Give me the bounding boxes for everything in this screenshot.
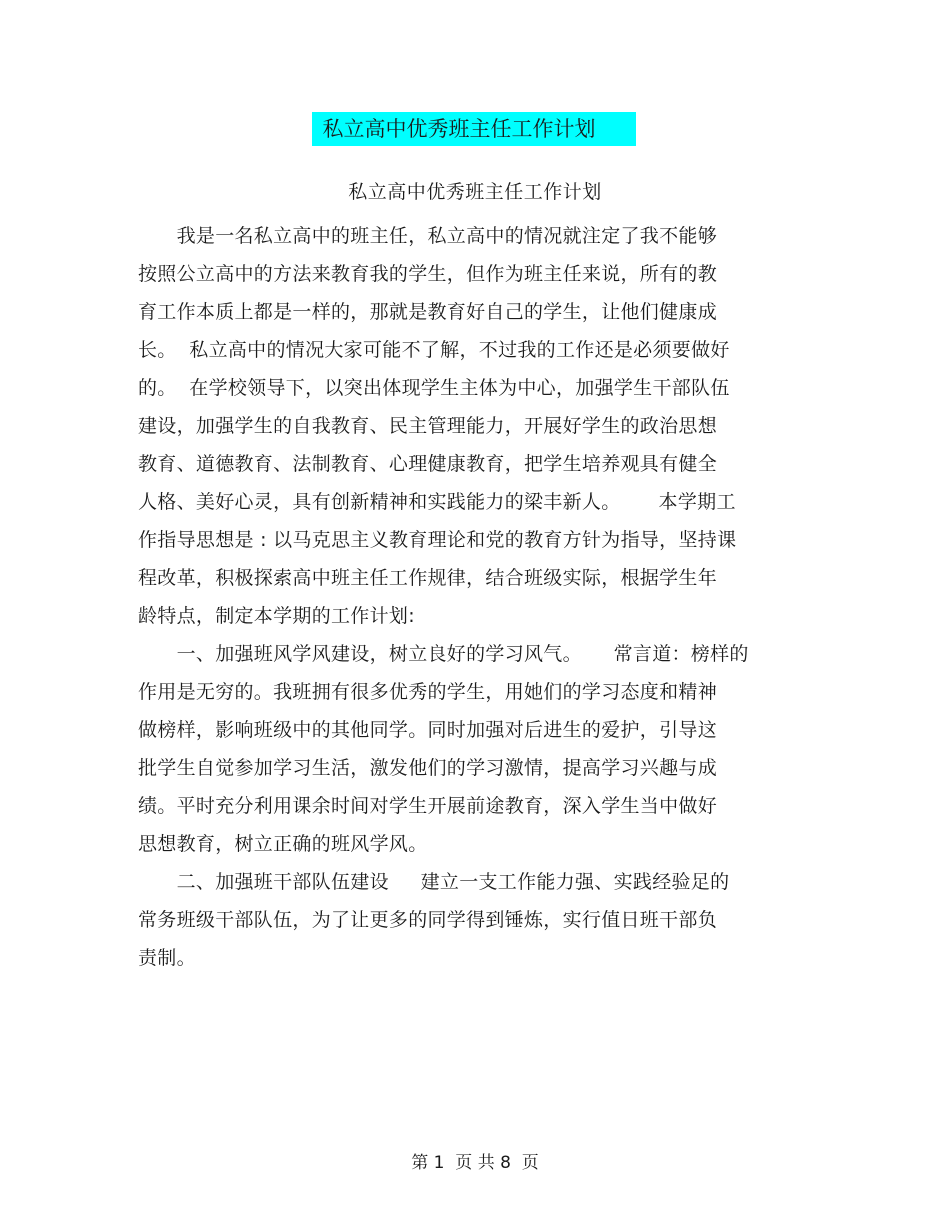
body-line: 长。 私立高中的情况大家可能不了解，不过我的工作还是必须要做好: [138, 339, 730, 361]
document-subtitle: 私立高中优秀班主任工作计划: [348, 181, 602, 203]
body-line: 教育、道德教育、法制教育、心理健康教育，把学生培养观具有健全: [138, 453, 718, 475]
body-line: 人格、美好心灵，具有创新精神和实践能力的梁丰新人。 本学期工: [138, 491, 736, 513]
body-line: 批学生自觉参加学习生活，激发他们的学习激情，提高学习兴趣与成: [138, 757, 718, 779]
body-line: 绩。平时充分利用课余时间对学生开展前途教育，深入学生当中做好: [138, 795, 718, 817]
body-line: 作指导思想是 : 以马克思主义教育理论和党的教育方针为指导，坚持课: [138, 529, 737, 551]
body-line: 我是一名私立高中的班主任，私立高中的情况就注定了我不能够: [138, 225, 718, 247]
body-line: 育工作本质上都是一样的，那就是教育好自己的学生，让他们健康成: [138, 301, 718, 323]
body-line: 作用是无穷的。我班拥有很多优秀的学生，用她们的学习态度和精神: [138, 681, 718, 703]
body-line: 程改革，积极探索高中班主任工作规律，结合班级实际，根据学生年: [138, 567, 718, 589]
body-line: 龄特点，制定本学期的工作计划:: [138, 605, 415, 627]
body-line: 二、加强班干部队伍建设 建立一支工作能力强、实践经验足的: [138, 871, 730, 893]
highlighted-title: 私立高中优秀班主任工作计划: [312, 112, 636, 146]
page-number: 第 1 页 共 8 页: [411, 1153, 539, 1173]
body-line: 做榜样，影响班级中的其他同学。同时加强对后进生的爱护，引导这: [138, 719, 718, 741]
body-line: 责制。: [138, 947, 196, 969]
body-line: 的。 在学校领导下，以突出体现学生主体为中心，加强学生干部队伍: [138, 377, 730, 399]
body-line: 建设，加强学生的自我教育、民主管理能力，开展好学生的政治思想: [138, 415, 718, 437]
body-line: 一、加强班风学风建设，树立良好的学习风气。 常言道：榜样的: [138, 643, 749, 665]
body-line: 思想教育，树立正确的班风学风。: [138, 833, 428, 855]
body-line: 常务班级干部队伍，为了让更多的同学得到锤炼，实行值日班干部负: [138, 909, 718, 931]
body-line: 按照公立高中的方法来教育我的学生，但作为班主任来说，所有的教: [138, 263, 718, 285]
